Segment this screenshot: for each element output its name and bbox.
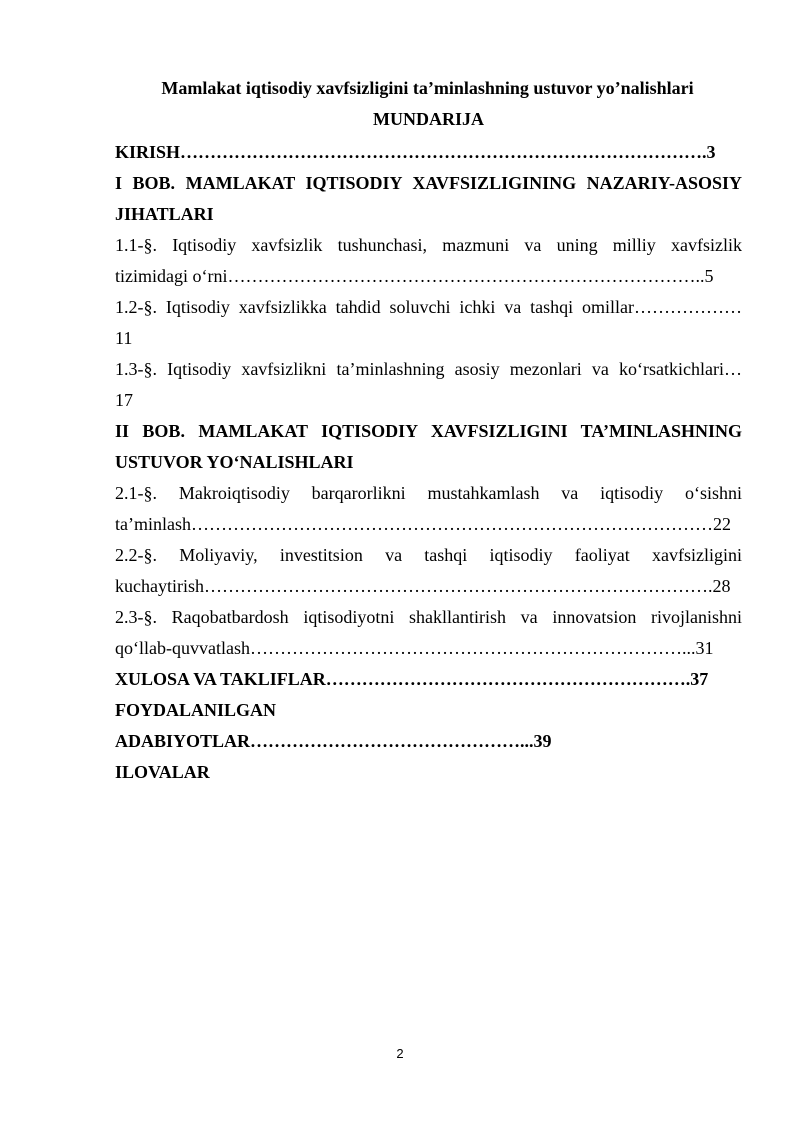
- toc-entry-section-2-2-line-2: kuchaytirish………………………………………………………………………….28: [115, 576, 731, 596]
- toc-entry-section-2-1[interactable]: [115, 478, 742, 540]
- toc-entry-references[interactable]: [115, 695, 742, 757]
- toc-entry-references-line-1: FOYDALANILGAN: [115, 700, 277, 720]
- toc-entry-chapter-1-line-1: I BOB. MAMLAKAT IQTISODIY XAVFSIZLIGINING NAZARIY-ASOSIY: [115, 173, 742, 193]
- toc-entry-section-1-1-line-1: 1.1-§. Iqtisodiy xavfsizlik tushunchasi, mazmuni va uning milliy xavfsizlik: [115, 235, 742, 255]
- toc-entry-section-2-3-line-1: 2.3-§. Raqobatbardosh iqtisodiyotni shakllantirish va innovatsion rivojlanishni: [115, 607, 742, 627]
- toc-entry-section-2-2-line-1: 2.2-§. Moliyaviy, investitsion va tashqi iqtisodiy faoliyat xavfsizligini: [115, 545, 742, 565]
- document-page: [115, 73, 742, 788]
- toc-entry-references-line-2: ADABIYOTLAR………………………………………...39: [115, 731, 552, 751]
- toc-entry-chapter-1-line-2: JIHATLARI: [115, 204, 214, 224]
- toc-entry-chapter-1[interactable]: [115, 168, 742, 230]
- toc-entry-appendices[interactable]: ILOVALAR: [115, 762, 210, 782]
- toc-entry-section-2-2[interactable]: [115, 540, 742, 602]
- page-number: 2: [396, 1046, 404, 1061]
- toc-entry-chapter-2-line-1: [115, 416, 742, 447]
- toc-entry-section-2-3[interactable]: [115, 602, 742, 664]
- toc-entry-section-1-1-line-2: tizimidagi o‘rni……………………………………………………………………..5: [115, 266, 714, 286]
- toc-entry-section-1-2-line-1: 1.2-§. Iqtisodiy xavfsizlikka tahdid soluvchi ichki va tashqi omillar………………: [115, 297, 742, 317]
- document-title: Mamlakat iqtisodiy xavfsizligini ta’minlashning ustuvor yo’nalishlari: [161, 78, 694, 98]
- toc-entry-section-1-1[interactable]: [115, 230, 742, 292]
- toc-entry-section-1-2-page: 11: [115, 328, 133, 348]
- toc-entry-conclusion[interactable]: XULOSA VA TAKLIFLAR…………………………………………………….37: [115, 669, 709, 689]
- toc-entry-section-1-3[interactable]: [115, 354, 742, 416]
- toc-entry-section-2-1-line-2: ta’minlash……………………………………………………………………………22: [115, 514, 731, 534]
- toc-entry-chapter-2-line-2: USTUVOR YO‘NALISHLARI: [115, 452, 354, 472]
- chapter-2-title-start: . MAMLAKAT IQTISODIY XAVFSIZLIGINI TA’MINLASHNING: [180, 421, 742, 441]
- toc-entry-chapter-2[interactable]: [115, 416, 742, 478]
- toc-entry-introduction[interactable]: KIRISH…………………………………………………………………………….3: [115, 142, 716, 162]
- toc-heading: MUNDARIJA: [373, 109, 484, 129]
- toc-entry-section-2-3-line-2: qo‘llab-quvvatlash………………………………………………………………...31: [115, 638, 714, 658]
- chapter-2-prefix: II BOB: [115, 421, 181, 441]
- toc-entry-section-2-1-line-1: 2.1-§. Makroiqtisodiy barqarorlikni mustahkamlash va iqtisodiy o‘sishni: [115, 483, 742, 503]
- toc-entry-section-1-3-page: 17: [115, 390, 133, 410]
- toc-entry-section-1-2[interactable]: [115, 292, 742, 354]
- toc-entry-section-1-3-line-1: 1.3-§. Iqtisodiy xavfsizlikni ta’minlashning asosiy mezonlari va ko‘rsatkichlari…: [115, 359, 742, 379]
